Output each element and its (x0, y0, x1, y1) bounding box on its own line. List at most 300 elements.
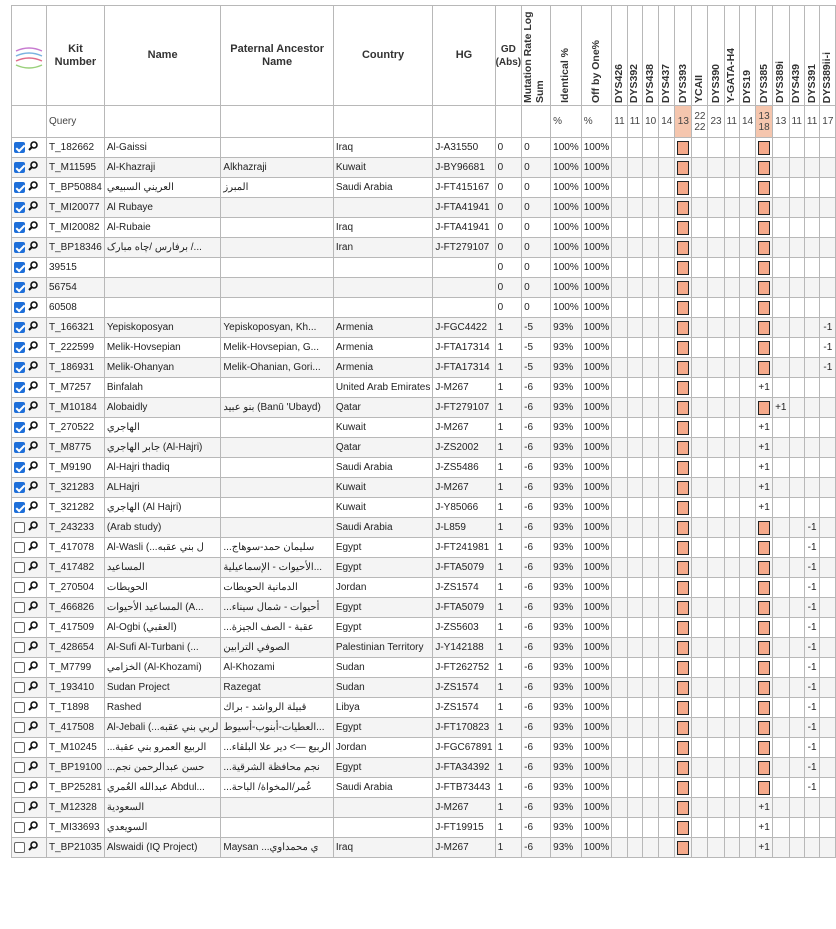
member-name: الهاجري (Al Hajri) (104, 498, 221, 518)
table-row (12, 778, 836, 798)
member-name: Al-Jebali (...لربي بني عقبه (104, 718, 221, 738)
mutation-rate: -6 (522, 618, 551, 638)
paternal-ancestor: بنو عبيد (Banū 'Ubayd) (221, 398, 333, 418)
row-select-cell (12, 378, 47, 398)
marker-diff (724, 178, 739, 198)
magnifier-icon[interactable] (28, 681, 38, 694)
marker-diff (675, 158, 692, 178)
country: Qatar (333, 438, 433, 458)
marker-highlight-box (758, 581, 770, 595)
marker-diff (789, 598, 804, 618)
off-by-one-pct: 100% (581, 298, 612, 318)
member-name: Yepiskoposyan (104, 318, 221, 338)
magnifier-icon[interactable] (28, 421, 38, 434)
table-row (12, 498, 836, 518)
row-checkbox[interactable] (14, 142, 25, 153)
paternal-ancestor: الأحيوات - الإسماعيلية... (221, 558, 333, 578)
table-row (12, 218, 836, 238)
marker-diff (789, 258, 804, 278)
marker-diff (789, 378, 804, 398)
col-marker[interactable]: DYS437 (659, 6, 675, 106)
mutation-rate: -6 (522, 738, 551, 758)
col-marker[interactable]: DYS389i (773, 6, 789, 106)
magnifier-icon[interactable] (28, 581, 38, 594)
marker-diff (675, 378, 692, 398)
row-checkbox[interactable] (14, 262, 25, 273)
col-hg[interactable]: HG (433, 6, 495, 106)
member-name: Alswaidi (IQ Project) (104, 838, 221, 858)
col-kit-number[interactable]: Kit Number (47, 6, 105, 106)
off-by-one-pct: 100% (581, 838, 612, 858)
country: Iraq (333, 218, 433, 238)
genetic-distance: 1 (495, 678, 522, 698)
magnifier-icon[interactable] (28, 541, 38, 554)
identical-pct: 93% (551, 618, 582, 638)
identical-pct: 93% (551, 738, 582, 758)
kit-number: T_MI20077 (47, 198, 105, 218)
marker-diff (627, 138, 642, 158)
marker-highlight-box (677, 321, 689, 335)
marker-diff (804, 418, 819, 438)
genetic-distance: 1 (495, 558, 522, 578)
genetic-distance: 1 (495, 658, 522, 678)
mutation-rate: -6 (522, 378, 551, 398)
genetic-distance: 0 (495, 158, 522, 178)
row-checkbox[interactable] (14, 782, 25, 793)
col-marker[interactable]: Y-GATA-H4 (724, 6, 739, 106)
marker-highlight-box (677, 141, 689, 155)
marker-diff (612, 478, 627, 498)
marker-diff (659, 818, 675, 838)
marker-diff (724, 578, 739, 598)
table-row (12, 818, 836, 838)
row-checkbox[interactable] (14, 542, 25, 553)
marker-diff (627, 838, 642, 858)
col-marker[interactable]: DYS19 (739, 6, 755, 106)
magnifier-icon[interactable] (28, 241, 38, 254)
marker-diff (612, 558, 627, 578)
marker-diff (612, 198, 627, 218)
row-checkbox[interactable] (14, 822, 25, 833)
marker-diff (724, 738, 739, 758)
row-checkbox[interactable] (14, 382, 25, 393)
marker-diff (643, 778, 659, 798)
off-by-one-pct: 100% (581, 818, 612, 838)
row-checkbox[interactable] (14, 802, 25, 813)
row-checkbox[interactable] (14, 682, 25, 693)
row-checkbox[interactable] (14, 462, 25, 473)
marker-diff (739, 318, 755, 338)
genetic-distance: 1 (495, 458, 522, 478)
member-name: العريني السبيعي (104, 178, 221, 198)
row-checkbox[interactable] (14, 702, 25, 713)
col-marker[interactable]: DYS426 (612, 6, 627, 106)
row-select-cell (12, 578, 47, 598)
identical-pct: 93% (551, 318, 582, 338)
row-select-cell (12, 358, 47, 378)
mutation-rate: 0 (522, 198, 551, 218)
marker-diff (820, 778, 836, 798)
mutation-rate: -6 (522, 398, 551, 418)
row-checkbox[interactable] (14, 402, 25, 413)
magnifier-icon[interactable] (28, 281, 38, 294)
magnifier-icon[interactable] (28, 821, 38, 834)
marker-diff (612, 638, 627, 658)
magnifier-icon[interactable] (28, 521, 38, 534)
magnifier-icon[interactable] (28, 801, 38, 814)
paternal-ancestor: Melik-Ohanian, Gori... (221, 358, 333, 378)
paternal-ancestor: Yepiskoposyan, Kh... (221, 318, 333, 338)
member-name: Al-Hajri thadiq (104, 458, 221, 478)
col-marker[interactable]: YCAII (692, 6, 708, 106)
row-checkbox[interactable] (14, 582, 25, 593)
marker-diff (724, 318, 739, 338)
row-checkbox[interactable] (14, 482, 25, 493)
col-marker[interactable]: DYS385 (756, 6, 773, 106)
country: Palestinian Territory (333, 638, 433, 658)
marker-diff (708, 778, 724, 798)
marker-diff: +1 (756, 838, 773, 858)
genetic-distance: 1 (495, 538, 522, 558)
country: Egypt (333, 538, 433, 558)
magnifier-icon[interactable] (28, 181, 38, 194)
col-marker[interactable]: DYS438 (643, 6, 659, 106)
row-checkbox[interactable] (14, 442, 25, 453)
marker-diff (675, 778, 692, 798)
marker-diff (804, 378, 819, 398)
table-row (12, 138, 836, 158)
marker-diff (724, 758, 739, 778)
marker-diff (675, 798, 692, 818)
row-checkbox[interactable] (14, 422, 25, 433)
magnifier-icon[interactable] (28, 641, 38, 654)
marker-diff (789, 218, 804, 238)
marker-diff (612, 238, 627, 258)
marker-diff (789, 518, 804, 538)
magnifier-icon[interactable] (28, 621, 38, 634)
haplogroup: J-ZS2002 (433, 438, 495, 458)
magnifier-icon[interactable] (28, 721, 38, 734)
marker-diff (659, 138, 675, 158)
marker-diff (724, 618, 739, 638)
off-by-one-pct: 100% (581, 378, 612, 398)
marker-diff: -1 (804, 658, 819, 678)
marker-diff (756, 538, 773, 558)
marker-diff (739, 718, 755, 738)
marker-diff (739, 518, 755, 538)
member-name: Melik-Ohanyan (104, 358, 221, 378)
marker-diff (659, 718, 675, 738)
marker-highlight-box (677, 801, 689, 815)
marker-highlight-box (758, 341, 770, 355)
magnifier-icon[interactable] (28, 301, 38, 314)
kit-number: T_M10245 (47, 738, 105, 758)
marker-diff (675, 738, 692, 758)
off-by-one-pct: 100% (581, 318, 612, 338)
magnifier-icon[interactable] (28, 261, 38, 274)
row-checkbox[interactable] (14, 662, 25, 673)
magnifier-icon[interactable] (28, 341, 38, 354)
marker-diff (708, 158, 724, 178)
row-select-cell (12, 498, 47, 518)
haplogroup: J-FTA17314 (433, 358, 495, 378)
marker-diff (820, 438, 836, 458)
magnifier-icon[interactable] (28, 561, 38, 574)
query-value: 11 (724, 106, 739, 138)
identical-pct: 93% (551, 798, 582, 818)
marker-diff (820, 578, 836, 598)
magnifier-icon[interactable] (28, 601, 38, 614)
marker-diff (773, 458, 789, 478)
member-name: السويعدي (104, 818, 221, 838)
marker-diff (612, 378, 627, 398)
row-checkbox[interactable] (14, 522, 25, 533)
magnifier-icon[interactable] (28, 701, 38, 714)
col-marker[interactable]: DYS389ii-i (820, 6, 836, 106)
off-by-one-pct: 100% (581, 778, 612, 798)
row-checkbox[interactable] (14, 602, 25, 613)
marker-diff (612, 318, 627, 338)
haplogroup: J-FTA5079 (433, 558, 495, 578)
genetic-distance: 1 (495, 358, 522, 378)
query-value: 13 (773, 106, 789, 138)
marker-diff (627, 638, 642, 658)
magnifier-icon[interactable] (28, 501, 38, 514)
marker-diff (773, 638, 789, 658)
marker-diff (612, 758, 627, 778)
row-checkbox[interactable] (14, 222, 25, 233)
marker-diff (643, 178, 659, 198)
row-checkbox[interactable] (14, 742, 25, 753)
country: Armenia (333, 338, 433, 358)
marker-diff (789, 398, 804, 418)
genetic-distance: 0 (495, 138, 522, 158)
marker-diff (804, 398, 819, 418)
col-mutation-rate[interactable]: Mutation Rate Log Sum (522, 6, 551, 106)
marker-diff (789, 538, 804, 558)
row-checkbox[interactable] (14, 282, 25, 293)
table-row (12, 678, 836, 698)
marker-diff (789, 438, 804, 458)
identical-pct: 100% (551, 278, 582, 298)
marker-diff (773, 738, 789, 758)
table-row (12, 458, 836, 478)
identical-pct: 93% (551, 338, 582, 358)
marker-diff: -1 (804, 638, 819, 658)
row-checkbox[interactable] (14, 182, 25, 193)
magnifier-icon[interactable] (28, 761, 38, 774)
marker-diff (789, 458, 804, 478)
marker-diff (820, 138, 836, 158)
marker-diff (739, 578, 755, 598)
row-checkbox[interactable] (14, 842, 25, 853)
row-checkbox[interactable] (14, 302, 25, 313)
marker-diff (612, 418, 627, 438)
country: Egypt (333, 558, 433, 578)
marker-diff (724, 258, 739, 278)
country: Egypt (333, 598, 433, 618)
magnifier-icon[interactable] (28, 461, 38, 474)
row-checkbox[interactable] (14, 562, 25, 573)
marker-diff (675, 478, 692, 498)
kit-number: 56754 (47, 278, 105, 298)
marker-highlight-box (758, 161, 770, 175)
marker-diff (692, 378, 708, 398)
marker-highlight-box (758, 621, 770, 635)
row-checkbox[interactable] (14, 642, 25, 653)
haplogroup: J-FTA5079 (433, 598, 495, 618)
marker-diff (692, 658, 708, 678)
marker-diff (659, 438, 675, 458)
row-checkbox[interactable] (14, 722, 25, 733)
magnifier-icon[interactable] (28, 141, 38, 154)
magnifier-icon[interactable] (28, 381, 38, 394)
col-marker[interactable]: DYS392 (627, 6, 642, 106)
marker-diff (739, 658, 755, 678)
magnifier-icon[interactable] (28, 361, 38, 374)
col-off-by-one[interactable]: Off by One% (581, 6, 612, 106)
col-marker[interactable]: DYS393 (675, 6, 692, 106)
marker-diff (627, 358, 642, 378)
paternal-ancestor: Razegat (221, 678, 333, 698)
marker-diff (756, 738, 773, 758)
marker-diff (643, 238, 659, 258)
marker-diff (692, 318, 708, 338)
logo-cell (12, 6, 47, 106)
marker-diff (724, 478, 739, 498)
marker-diff (773, 478, 789, 498)
marker-diff (612, 578, 627, 598)
marker-diff (789, 738, 804, 758)
marker-highlight-box (677, 361, 689, 375)
marker-diff (739, 538, 755, 558)
col-identical[interactable]: Identical % (551, 6, 582, 106)
magnifier-icon[interactable] (28, 781, 38, 794)
marker-diff (675, 658, 692, 678)
marker-diff (739, 338, 755, 358)
marker-diff (739, 138, 755, 158)
magnifier-icon[interactable] (28, 441, 38, 454)
row-checkbox[interactable] (14, 342, 25, 353)
col-gd[interactable]: GD (Abs) (495, 6, 522, 106)
genetic-distance: 1 (495, 578, 522, 598)
off-by-one-pct: 100% (581, 358, 612, 378)
table-row (12, 358, 836, 378)
haplogroup: J-FT262752 (433, 658, 495, 678)
col-name[interactable]: Name (104, 6, 221, 106)
marker-highlight-box (677, 761, 689, 775)
marker-diff (708, 258, 724, 278)
kit-number: T_321283 (47, 478, 105, 498)
kit-number: T_182662 (47, 138, 105, 158)
col-marker[interactable]: DYS390 (708, 6, 724, 106)
marker-diff (692, 738, 708, 758)
marker-diff (739, 498, 755, 518)
row-checkbox[interactable] (14, 622, 25, 633)
marker-diff (612, 458, 627, 478)
marker-diff (789, 758, 804, 778)
marker-diff (692, 138, 708, 158)
genetic-distance: 1 (495, 378, 522, 398)
query-value: 13 18 (756, 106, 773, 138)
country: Saudi Arabia (333, 778, 433, 798)
table-row (12, 238, 836, 258)
marker-diff (789, 678, 804, 698)
haplogroup: J-BY96681 (433, 158, 495, 178)
marker-diff (789, 718, 804, 738)
marker-diff (612, 718, 627, 738)
marker-diff (789, 638, 804, 658)
marker-diff (627, 518, 642, 538)
member-name: الحويطات (104, 578, 221, 598)
paternal-ancestor: العطيات-أبنوب-أسيوط... (221, 718, 333, 738)
magnifier-icon[interactable] (28, 741, 38, 754)
magnifier-icon[interactable] (28, 481, 38, 494)
query-value: 11 (612, 106, 627, 138)
marker-diff (692, 598, 708, 618)
marker-diff (756, 678, 773, 698)
query-value: 14 (739, 106, 755, 138)
marker-diff (627, 758, 642, 778)
identical-pct: 93% (551, 558, 582, 578)
row-checkbox[interactable] (14, 242, 25, 253)
marker-diff (820, 818, 836, 838)
marker-diff (820, 178, 836, 198)
haplogroup: J-A31550 (433, 138, 495, 158)
marker-diff (789, 278, 804, 298)
row-checkbox[interactable] (14, 762, 25, 773)
marker-diff (643, 818, 659, 838)
marker-diff (692, 838, 708, 858)
member-name: Al Rubaye (104, 198, 221, 218)
magnifier-icon[interactable] (28, 661, 38, 674)
haplogroup: J-ZS5486 (433, 458, 495, 478)
marker-diff (820, 198, 836, 218)
paternal-ancestor: ...سليمان حمد-سوهاج (221, 538, 333, 558)
marker-highlight-box (677, 401, 689, 415)
row-checkbox[interactable] (14, 202, 25, 213)
col-marker[interactable]: DYS391 (804, 6, 819, 106)
identical-pct: 100% (551, 138, 582, 158)
marker-diff (692, 218, 708, 238)
marker-highlight-box (758, 201, 770, 215)
row-checkbox[interactable] (14, 322, 25, 333)
marker-diff (789, 778, 804, 798)
row-checkbox[interactable] (14, 502, 25, 513)
magnifier-icon[interactable] (28, 161, 38, 174)
marker-diff (675, 578, 692, 598)
marker-diff (820, 838, 836, 858)
marker-diff (773, 138, 789, 158)
magnifier-icon[interactable] (28, 201, 38, 214)
col-marker[interactable]: DYS439 (789, 6, 804, 106)
col-country[interactable]: Country (333, 6, 433, 106)
table-row (12, 418, 836, 438)
row-checkbox[interactable] (14, 162, 25, 173)
magnifier-icon[interactable] (28, 401, 38, 414)
magnifier-icon[interactable] (28, 221, 38, 234)
off-by-one-pct: 100% (581, 578, 612, 598)
country: Egypt (333, 758, 433, 778)
magnifier-icon[interactable] (28, 321, 38, 334)
magnifier-icon[interactable] (28, 841, 38, 854)
table-row (12, 718, 836, 738)
col-paternal-ancestor[interactable]: Paternal Ancestor Name (221, 6, 333, 106)
row-checkbox[interactable] (14, 362, 25, 373)
marker-diff (659, 678, 675, 698)
marker-diff (708, 538, 724, 558)
marker-diff (724, 498, 739, 518)
